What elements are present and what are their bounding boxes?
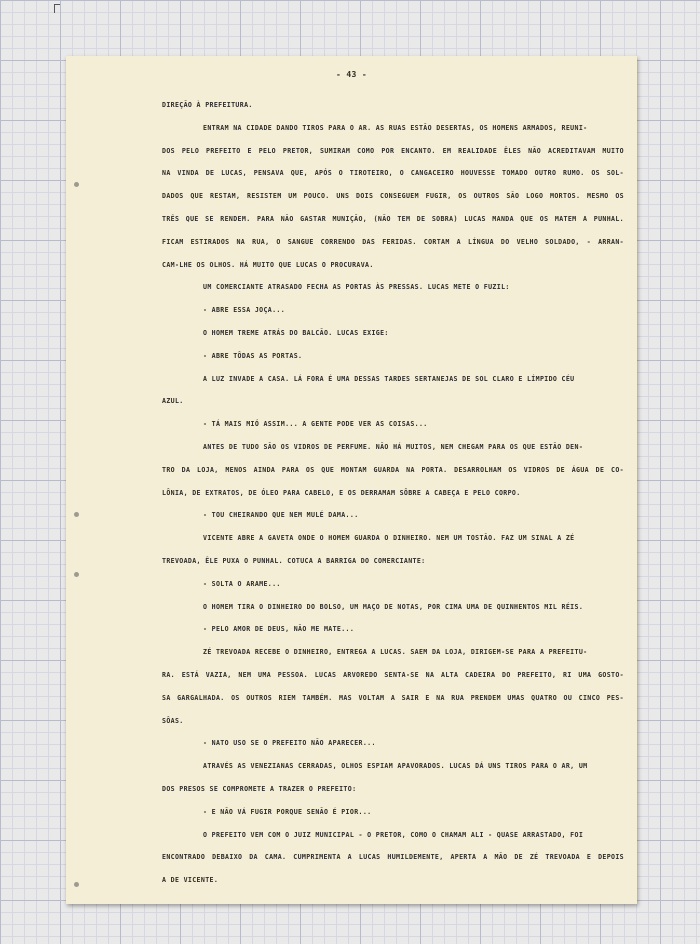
text-line: - ABRE ESSA JOÇA... bbox=[203, 306, 286, 315]
text-line: - ABRE TÔDAS AS PORTAS. bbox=[203, 351, 303, 360]
punch-hole bbox=[74, 882, 79, 887]
text-body bbox=[162, 94, 624, 892]
text-line: FICAM ESTIRADOS NA RUA, O SANGUE CORRENDO DAS FERIDAS. CORTAM A LÍNGUA DO VELHO SOLDADO, - ARRAN- bbox=[162, 237, 624, 246]
text-line: DADOS QUE RESTAM, RESISTEM UM POUCO. UNS DOIS CONSEGUEM FUGIR, OS OUTROS SÃO LOGO MORTOS. MESMO OS bbox=[162, 192, 624, 201]
text-line: O HOMEM TREME ATRÁS DO BALCÃO. LUCAS EXIGE: bbox=[203, 328, 389, 337]
text-line: ZÉ TREVOADA RECEBE O DINHEIRO, ENTREGA A LUCAS. SAEM DA LOJA, DIRIGEM-SE PARA A PREFEITU- bbox=[203, 648, 588, 657]
text-line: SÔAS. bbox=[162, 716, 184, 725]
punch-hole bbox=[74, 572, 79, 577]
text-line: DOS PELO PREFEITO E PELO PRETOR, SUMIRAM COMO POR ENCANTO. EM REALIDADE ÊLES NÃO ACREDITAVAM MUITO bbox=[162, 146, 624, 155]
punch-hole bbox=[74, 182, 79, 187]
text-line: A LUZ INVADE A CASA. LÁ FORA É UMA DESSAS TARDES SERTANEJAS DE SOL CLARO E LÍMPIDO CÉU bbox=[203, 374, 575, 383]
text-line: NA VINDA DE LUCAS, PENSAVA QUE, APÓS O TIROTEIRO, O CANGACEIRO HOUVESSE TOMADO OUTRO RUMO. OS SOL- bbox=[162, 169, 624, 178]
text-line: - TOU CHEIRANDO QUE NEM MULÉ DAMA... bbox=[203, 511, 359, 520]
text-line: - TÁ MAIS MIÓ ASSIM... A GENTE PODE VER AS COISAS... bbox=[203, 420, 428, 429]
text-line: ENTRAM NA CIDADE DANDO TIROS PARA O AR. AS RUAS ESTÃO DESERTAS, OS HOMENS ARMADOS, REUNI- bbox=[203, 123, 588, 132]
text-line: - E NÃO VÁ FUGIR PORQUE SENÃO É PIOR... bbox=[203, 807, 372, 816]
text-line: VICENTE ABRE A GAVETA ONDE O HOMEM GUARDA O DINHEIRO. NEM UM TOSTÃO. FAZ UM SINAL A ZÉ bbox=[203, 534, 575, 543]
text-line: - SOLTA O ARAME... bbox=[203, 579, 281, 588]
text-line: O HOMEM TIRA O DINHEIRO DO BOLSO, UM MAÇO DE NOTAS, POR CIMA UMA DE QUINHENTOS MIL RÉIS. bbox=[203, 602, 584, 611]
text-line: LÔNIA, DE EXTRATOS, DE ÓLEO PARA CABELO, E OS DERRAMAM SÔBRE A CABEÇA E PELO CORPO. bbox=[162, 488, 521, 497]
text-line: DIREÇÃO À PREFEITURA. bbox=[162, 101, 253, 109]
typewritten-page bbox=[66, 56, 637, 904]
text-line: TRO DA LOJA, MENOS AINDA PARA OS QUE MONTAM GUARDA NA PORTA. DESARROLHAM OS VIDROS DE ÁGUA DE CO- bbox=[162, 465, 624, 474]
text-line: ANTES DE TUDO SÃO OS VIDROS DE PERFUME. NÃO HÁ MUITOS, NEM CHEGAM PARA OS QUE ESTÃO DEN- bbox=[203, 442, 584, 451]
corner-mark bbox=[54, 4, 60, 13]
text-line: ATRAVÉS AS VENEZIANAS CERRADAS, OLHOS ESPIAM APAVORADOS. LUCAS DÁ UNS TIROS PARA O AR, UM bbox=[203, 762, 588, 771]
text-line: AZUL. bbox=[162, 397, 184, 406]
page-number: - 43 - bbox=[336, 70, 367, 79]
punch-hole bbox=[74, 512, 79, 517]
text-line: ENCONTRADO DEBAIXO DA CAMA. CUMPRIMENTA A LUCAS HUMILDEMENTE, APERTA A MÃO DE ZÉ TREVOADA E DEPOIS bbox=[162, 853, 624, 862]
text-line: TRÊS QUE SE RENDEM. PARA NÃO GASTAR MUNIÇÃO, (NÃO TEM DE SOBRA) LUCAS MANDA QUE OS MATEM A PUNHAL. bbox=[162, 214, 624, 223]
text-line: CAM-LHE OS OLHOS. HÁ MUITO QUE LUCAS O PROCURAVA. bbox=[162, 260, 374, 269]
text-line: RA. ESTÁ VAZIA, NEM UMA PESSOA. LUCAS ARVOREDO SENTA-SE NA ALTA CADEIRA DO PREFEITO, RI UMA GOSTO- bbox=[162, 670, 624, 679]
text-line: - PELO AMOR DE DEUS, NÃO ME MATE... bbox=[203, 625, 355, 634]
text-line: TREVOADA, ÊLE PUXA O PUNHAL. COTUCA A BARRIGA DO COMERCIANTE: bbox=[162, 556, 426, 565]
text-line: DOS PRESOS SE COMPROMETE A TRAZER O PREFEITO: bbox=[162, 784, 357, 793]
text-line: UM COMERCIANTE ATRASADO FECHA AS PORTAS ÀS PRESSAS. LUCAS METE O FUZIL: bbox=[203, 283, 510, 292]
text-line: - NATO USO SE O PREFEITO NÃO APARECER... bbox=[203, 739, 376, 748]
text-line: SA GARGALHADA. OS OUTROS RIEM TAMBÉM. MAS VOLTAM A SAIR E NA RUA PRENDEM UMAS QUATRO OU CINCO PES- bbox=[162, 693, 624, 702]
text-line: O PREFEITO VEM COM O JUIZ MUNICIPAL - O PRETOR, COMO O CHAMAM ALI - QUASE ARRASTADO, FOI bbox=[203, 830, 584, 839]
text-line: A DE VICENTE. bbox=[162, 876, 219, 885]
